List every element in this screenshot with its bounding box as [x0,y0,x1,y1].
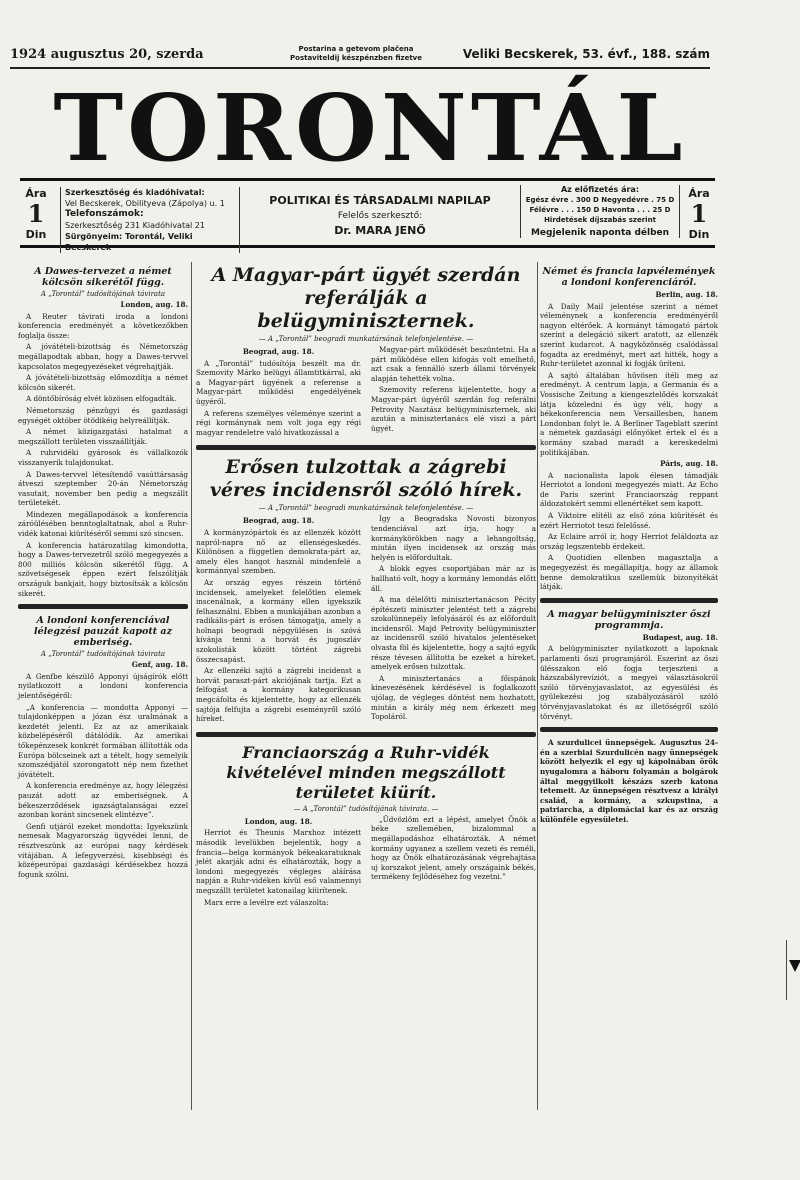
volume-info: Veliki Becskerek, 53. évf., 188. szám [462,47,710,61]
column-1: A Dawes-tervezet a német kölcsön sikerétől függ. A „Torontál” tudósítójának távirata London, aug. 18. A Reuter távirati iroda a londoni konferencia eredményét a következőkben foglalja össze: A jóvátételi-bizottság és Németország megállapodtak abban, hogy a Dawes-tervvel kapcsolatos megegyezéseket végrehajtják. A jóvátételi-bizottság előmozdítja a német kölcsön sikerét. A döntőbíróság elvét közösen elfogadták. Németország pénzügyi és gazdasági egységét október ötödikéig helyreállítják. A német közigazgatási hatalmat a megszállott területen visszaállítják. A ruhrvidéki gyárosok és vállalkozók visszanyerik tulajdonukat. A Dawes-tervvel létesítendő vasúttársaság átveszi szeptember 20-án Németország vasutait, november ben pedig a megszállt területekét. Mindezen megállapodások a konferencia záróülésében benntoglaltatnak, ahol a Ruhr-vidék katonai kiürítéséről semmi szó sincsen. A konferencia határozatilag kimondotta, hogy a Dawes-tervezetről szóló megegyezés a 800 milliós kölcsön sikerétől függ. A szövetségesek éppen ezért felszólítják országuk bankjait, hogy biztosítsák a kölcsön sikerét. A londoni konferenciával lélegzési pauzát kapott az emberiség. A „Torontál” tudósítójának távirata Genf, aug. 18. A Genfbe készülő Apponyi újságírók előtt nyilatkozott a londoni konferencia jelentőségéről: „A konferencia — mondotta Apponyi — tulajdonképpen a józan ész uralmának a kezdetét jelenti. Ez az az amerikaiak közbelépéséről dátálódik. Az amerikai tőkepénzesek konkrét formában állították oda Európa bölcseinek azt a tételt, hogy semelyik szomszédjától szorongatott nép nem fizethet jóvátételt. A konferencia eredménye az, hogy lélegzési pauzát adott az emberiségnek. A békeszerződések igazságtalanságai ezzel azonban koránt sincsenek elintézve”. Genfi utjáról ezeket mondotta: Igyekszünk nemesak Magyarország ügyvédei lenni, de résztveszünk az európai nagy kérdések vitájában. A lefegyverzési, kisebbségi és középeurópai gazdasági kérdésekbez hozzá fogunk szólni. [18,266,188,879]
arrow-icon [789,960,800,972]
editorial-office: Szerkesztőség és kiadóhivatal: Vel Becskerek, Obilityeva (Zápolya) u. 1 Telefonszámok: Szerkesztőség 231 Kiadóhivatal 21 Sürgönyeim: Torontál, Veliki Becskerek [60,187,240,253]
column-rule [191,262,192,1110]
article-headline: Német és francia lapvélemények a londoni konferenciáról. [542,266,716,288]
issue-date: 1924 augusztus 20, szerda [10,47,204,62]
top-strip [10,45,710,69]
section-rule [196,445,536,450]
page-edge-marker [786,940,800,1000]
article-headline: A Magyar-párt ügyét szerdán referálják a belügyminiszternek. [211,264,521,332]
column-4: Német és francia lapvélemények a londoni konferenciáról. Berlin, aug. 18. A Daily Mail jelentése szerint a német véleménynek a konferencia eredményéről nagyon eltérőek. A kormányt támogató pártok szerint a delegáció sikert aratott, az ellenzék szerint kudarcot. A nagyközönség csalódással fogadta az eredményt, mert azt hitték, hogy a Ruhr-területet azonnal ki fogják üríteni. A sajtó általában hűvösen ítéli meg az eredményt. A centrum lapja, a Germania és a Vossische Zeitung a kiengesztelődés korszakát látja közeledni és úgy véli, hogy a békekonferencia nem Versaillesben, hanem Londonban folyt le. A Berliner Tageblatt szerint a németek gazdasági előnyöket értek el és a kormány szabad maradt a kereskedelmi politikájában. Páris, aug. 18. A nacionalista lapok élesen támadják Herriotot a londoni megegyezés miatt. Az Echo de Paris szerint Franciaország reppant áldozatokért semmi ellenértéket sem kapott. A Viktoire elítéli az első zóna kiürítését és ezért Herriotot teszi felelőssé. Az Eclaire arról ír, hogy Herriot feláldozta az ország legszentebb érdekeit. A Quotidien ellenben magasztalja a megegyezést és megállapítja, hogy az államok benne demokratikus szellemük bizonyítékát látják. A magyar belügyminiszter őszi programmja. Budapest, aug. 18. A belügyminiszter nyilatkozott a lapoknak parlamenti őszi programjáról. Eszerint az őszi ülésszakon elő fogja terjeszteni a házszabályrevíziót, a megyei választásokról szóló törvényjavaslatot, az egyesülési és gyülekezési jog szabályozásáról szóló törvényjavaslatokat és az illetőségről szóló törvényt. A szurdulicei ünnepségek. Augusztus 24-én a szerbiai Szurdulicén nagy ünnepségek között helyezik el egy uj kápolnában örök nyugalomra a háboru folyamán a bolgárok által meggyilkolt készázs szerb katona tetemeit. Az ünnepségen résztvesz a királyi család, a kormány, a szkupstina, a patriarcha, a diplomáciai kar és az ország különféle egyesületei. [540,266,718,824]
section-rule [196,732,536,737]
price-right: Ára 1 Din [688,187,710,241]
price-left: Ára 1 Din [25,187,47,241]
info-bar [20,178,715,252]
section-rule [18,604,188,609]
article-headline: Franciaország a Ruhr-vidék kivételével minden megszállott területet kiürít. [226,742,506,802]
section-rule [540,727,718,732]
article-headline: A magyar belügyminiszter őszi programmja. [547,608,711,631]
masthead-title: TORONTÁL [53,74,687,182]
paper-subtitle: POLITIKAI ÉS TÁRSADALMI NAPILAP Felelős szerkesztő: Dr. MARA JENŐ [269,194,491,237]
section-rule [540,598,718,603]
article-headline: A londoni konferenciával lélegzési pauzát kapott az emberiség. [34,615,172,649]
center-columns: A Magyar-párt ügyét szerdán referálják a belügyminiszternek. — A „Torontál” beogradi munkatársának telefonjelentése. — Beograd, aug. 18. A „Torontál” tudósítója beszélt ma dr. Szemovity Márko belügyi államtitkárral, aki a Magyar-párt ügyének a referense a Magyar-párt működési engedélyének ügyéről. A referens személyes véleménye szerint a régi kormánynak nem volt joga egy régi magyar rendeletre való hivatkozással a Magyar-párt működését beszüntetni. Ha a párt működése ellen kifogás volt emelhető, azt csak a fennálló szerb állami törvények alapján tehették volna. Szemovity referens kijelentette, hogy a Magyar-párt ügyéről szerdán fog referálni Petrovity Nasztász belügyminiszternek, aki azután a minisztertanács elé viszi a párt ügyét. Erősen tulzottak a zágrebi véres incidensről szóló hírek. — A „Torontál” beogradi munkatársának telefonjelentése. — Beograd, aug. 18. A kormányzópártok és az ellenzék között napról-napra nő az ellenségeskedés. Különösen a független demokrata-párt az, amely éles hangot használ mindenfelé a kormánnyal szemben. Az ország egyes részein történő incidensek, amelyeket felelőtlen elemek inscenálnak, a kormány ellen igyekszik felhasználni. Ebben a munkájában azonban a radikális-párt is erősen támogatja, amely a holnapi beogradi népgyülésen is szóvá kívánja tenni a horvát és jugoszláv szokolisták között történt zágrebi összecsapást. Az ellenzéki sajtó a zágrebi incidenst a horvát paraszt-párt akciójának tartja. Ezt a felfogást a kormány kategorikusan megcáfolta és kijelentette, hogy az ellenzék sajtója felfujta a zágrebi eseményről szóló híreket. Igy a Beogradska Novosti bizonyos tendenciával azt írja, hogy a kormánykörökben nagy a lehangoltság, miután ilyen incidensek az ország más helyén is előfordultak. A blokk egyes csoportjában már az is hallható volt, hogy a kormány lemondás előtt áll. A ma délelőtti minisztertanácson Pécity építészeti miniszter jelentést tett a zágrebi szokolünnepély lefolyásáról és az előfordult incidensről. Majd Petrovity belügyminiszter az incidensről szóló hivatalos jelentéseket olvasta föl és kijelentette, hogy a sajtó egyik része tévesen állította be ezeket a híreket, amelyek erősen tulzottak. A minisztertanács a főispánok kinevezésének kérdésével is foglalkozott ujólag, de végleges döntést nem hozhatott, miután a király még nem érkezett meg Topoláról. Franciaország a Ruhr-vidék kivételével minden megszállott területet kiürít. — A „Torontál” tudósítójának távirata. — London, aug. 18. Herriot és Theunis Marxhoz intézett második levelükben bejelentik, hogy a francia—belga kormányok békeakaratuknak jelét akarják adni és elhatározták, hogy a londoni megegyezés végleges aláírása napján a Ruhr-vidéken kívül eső valamennyi megszállt területet katonailag kiürítenek. Marx erre a levélre ezt válaszolta: „Üdvözlöm ezt a lépést, amelyet Önök a béke szellemében, bizalommal a megállapodáshoz elhatározták. A német kormány ugyanez a szellem vezeti és reméli, hogy az Önök elhatározásának végrehajtása uj korszakot jelent, amely országaink békés, termékeny fejlődéséhez fog vezetni.” [196,264,536,907]
article-headline: Erősen tulzottak a zágrebi véres incidensről szóló hírek. [209,456,523,502]
postal-note: Postarina a getevom plačena Postaviteldij készpénzben fizetve [290,45,422,62]
subscription-prices: Az előfizetés ára: Egész évre . 300 D Negyedévre . 75 D Félévre . . . 150 D Havonta . . . 25 D Hirdetések díjszabás szerint Megjelenik naponta délben [520,185,680,238]
article-headline: A Dawes-tervezet a német kölcsön sikerétől függ. [34,266,172,288]
column-rule [537,262,538,1110]
